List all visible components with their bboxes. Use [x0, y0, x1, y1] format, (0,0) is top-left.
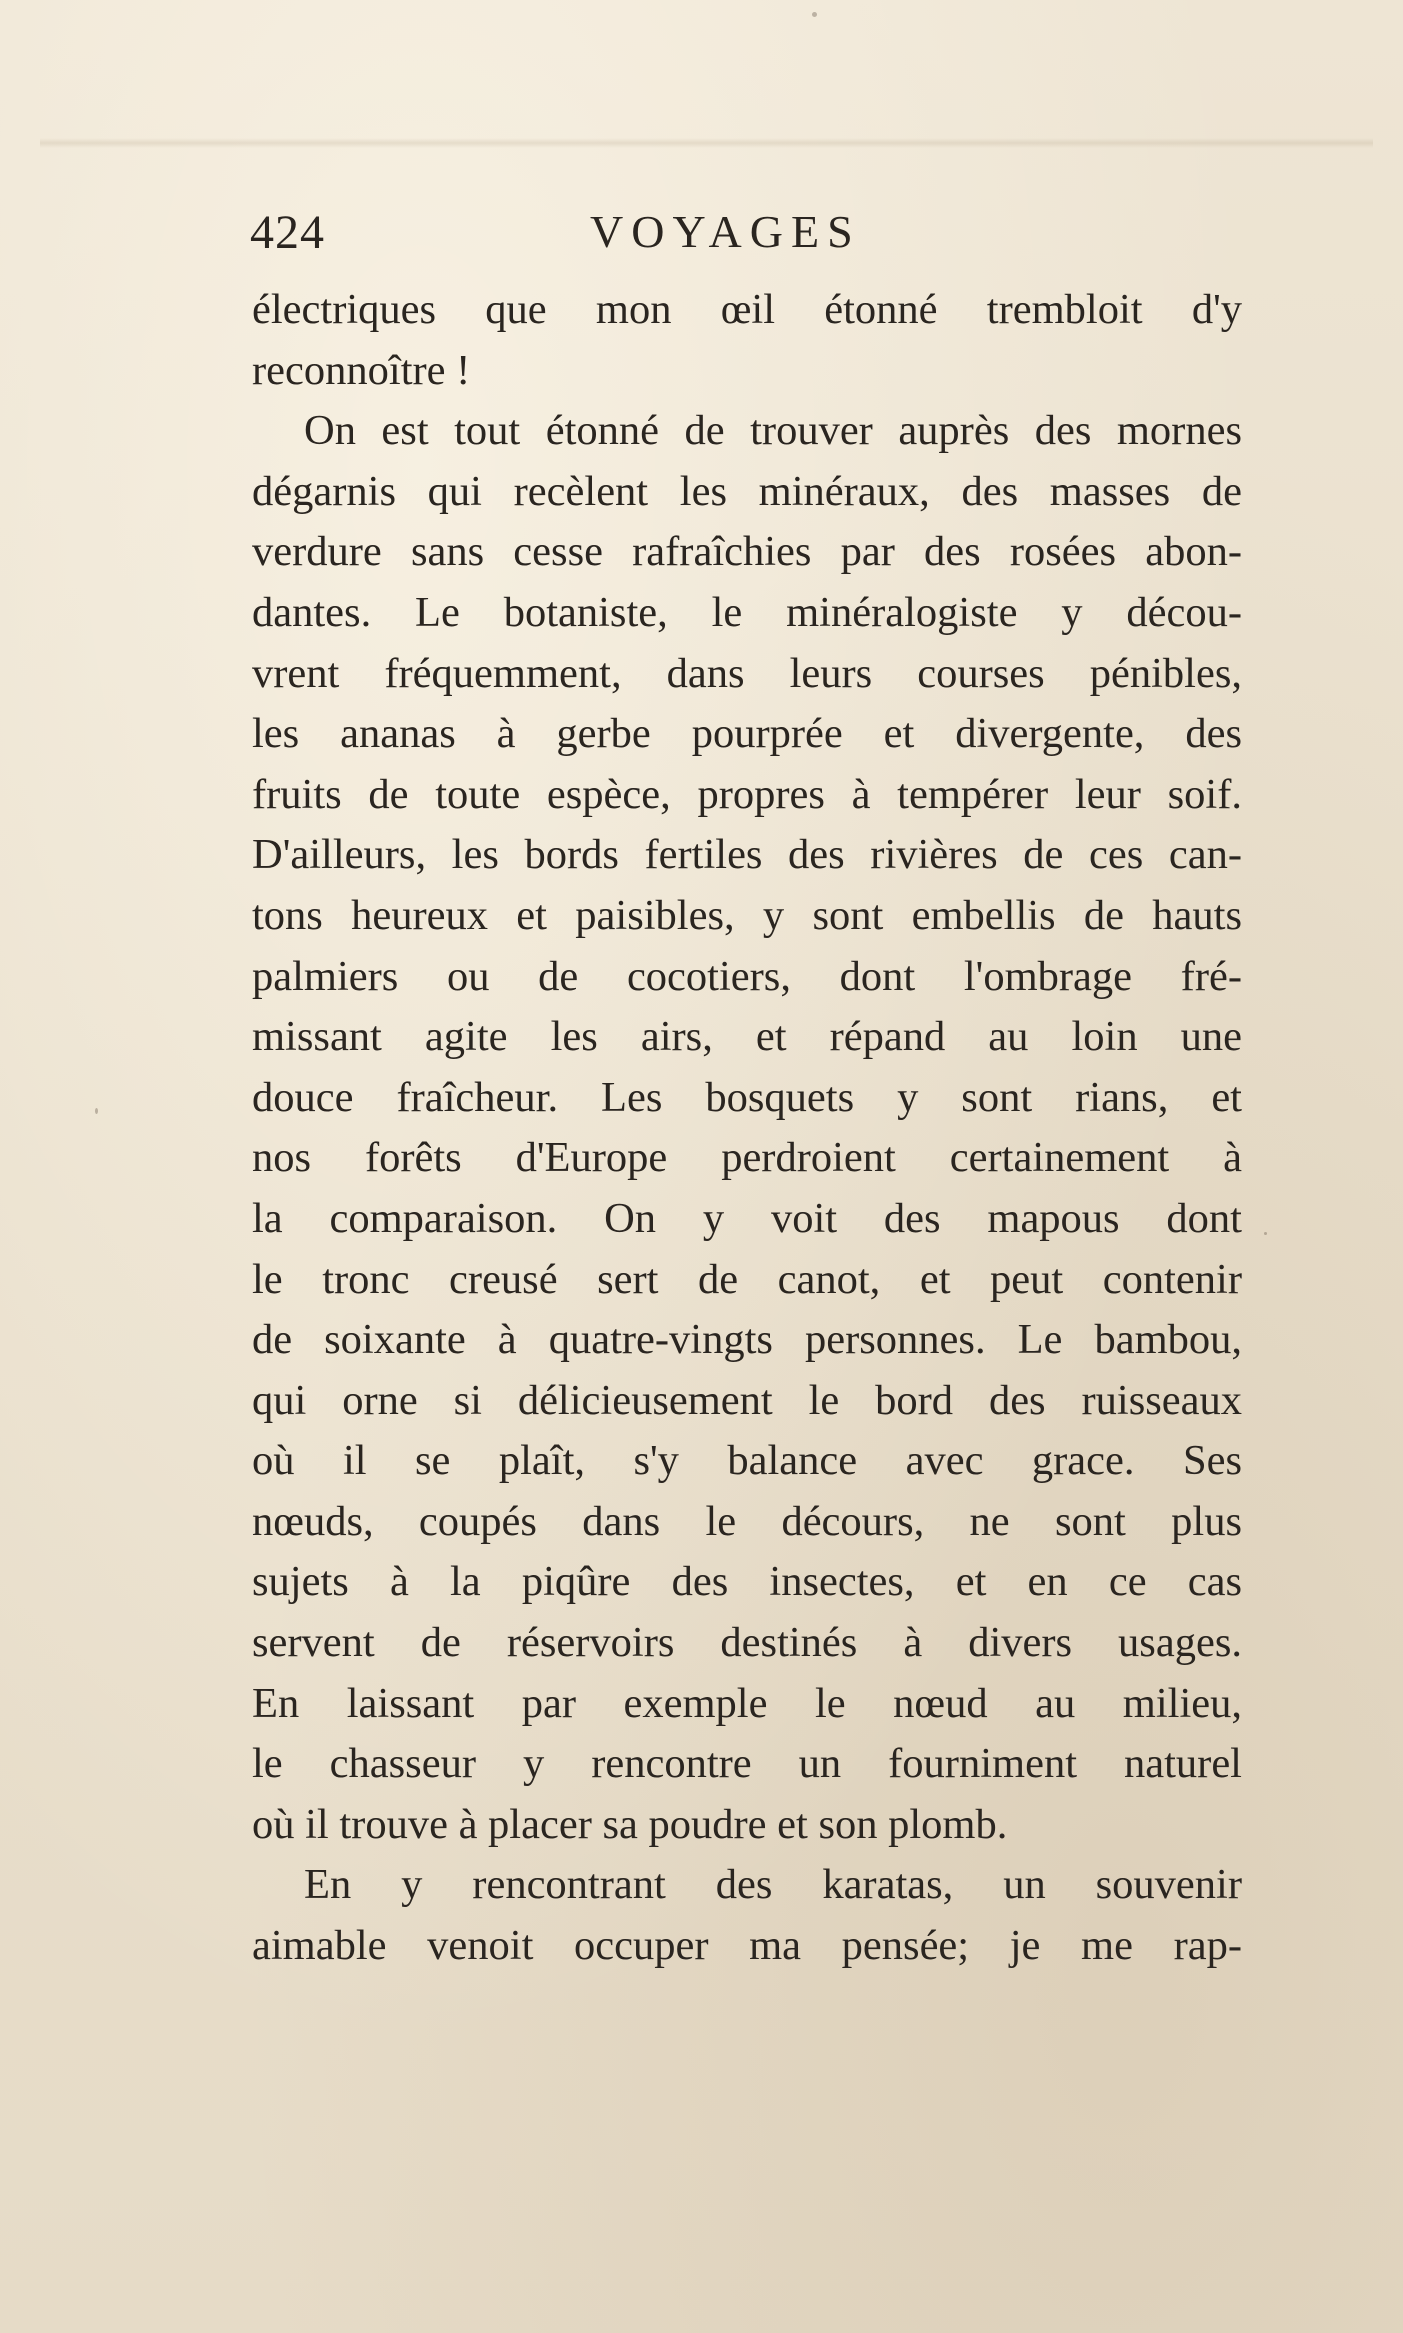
text-line: missant agite les airs, et répand au loin une — [252, 1013, 1242, 1061]
page-fold-shadow — [40, 138, 1373, 148]
text-line: dégarnis qui recèlent les minéraux, des masses de — [252, 467, 1242, 515]
text-line: aimable venoit occuper ma pensée; je me rap- — [252, 1922, 1242, 1970]
text-line: D'ailleurs, les bords fertiles des rivières de ces can- — [252, 831, 1242, 879]
page-number: 424 — [250, 206, 325, 259]
text-line: le tronc creusé sert de canot, et peut contenir — [252, 1255, 1242, 1303]
text-line: En y rencontrant des karatas, un souvenir — [304, 1861, 1242, 1909]
text-line: reconnoître ! — [252, 346, 471, 394]
text-line: servent de réservoirs destinés à divers usages. — [252, 1619, 1242, 1667]
text-line: tons heureux et paisibles, y sont embellis de hauts — [252, 891, 1242, 939]
text-line: le chasseur y rencontre un fourniment naturel — [252, 1740, 1242, 1788]
text-line: électriques que mon œil étonné trembloit d'y — [252, 286, 1242, 333]
text-line: On est tout étonné de trouver auprès des mornes — [304, 407, 1242, 455]
text-line: qui orne si délicieusement le bord des ruisseaux — [252, 1376, 1242, 1424]
text-line: nos forêts d'Europe perdroient certainement à — [252, 1134, 1242, 1182]
paper-speck — [1264, 1232, 1267, 1235]
text-line: douce fraîcheur. Les bosquets y sont rians, et — [252, 1073, 1242, 1121]
text-line: la comparaison. On y voit des mapous dont — [252, 1194, 1242, 1242]
text-line: où il trouve à placer sa poudre et son plomb. — [252, 1800, 1008, 1848]
text-line: vrent fréquemment, dans leurs courses pénibles, — [252, 649, 1242, 697]
text-line: dantes. Le botaniste, le minéralogiste y décou- — [252, 588, 1242, 636]
text-line: de soixante à quatre-vingts personnes. Le bambou, — [252, 1316, 1242, 1364]
paper-speck — [95, 1108, 98, 1114]
text-line: où il se plaît, s'y balance avec grace. Ses — [252, 1437, 1242, 1485]
running-title: VOYAGES — [590, 206, 861, 257]
text-line: nœuds, coupés dans le décours, ne sont plus — [252, 1497, 1242, 1545]
text-line: En laissant par exemple le nœud au milieu, — [252, 1679, 1242, 1727]
running-head — [250, 205, 1240, 265]
text-line: verdure sans cesse rafraîchies par des rosées abon- — [252, 528, 1242, 576]
text-line: palmiers ou de cocotiers, dont l'ombrage fré- — [252, 952, 1242, 1000]
text-line: sujets à la piqûre des insectes, et en ce cas — [252, 1558, 1242, 1606]
body-text — [252, 280, 1242, 1977]
text-line: fruits de toute espèce, propres à tempérer leur soif. — [252, 770, 1242, 818]
paper-speck — [812, 12, 817, 17]
text-line: les ananas à gerbe pourprée et divergente, des — [252, 710, 1242, 758]
